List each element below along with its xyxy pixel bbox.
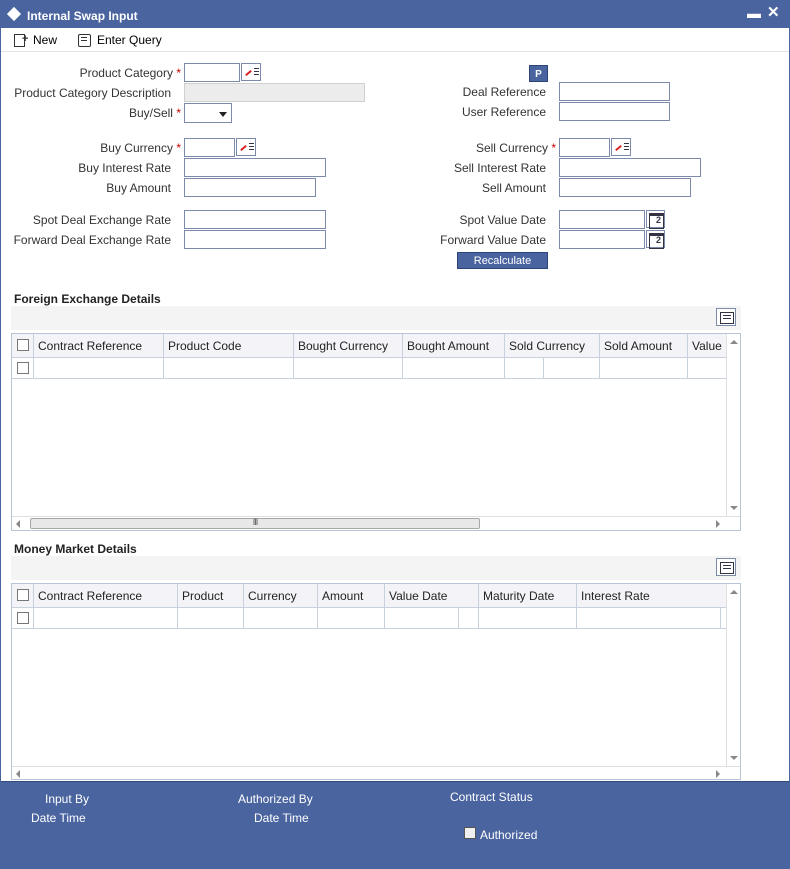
spot-deal-rate-label: Spot Deal Exchange Rate [32, 213, 171, 227]
scroll-right-icon[interactable] [716, 770, 720, 778]
forward-value-date-calendar-icon[interactable] [646, 230, 665, 248]
contract-status-label: Contract Status [450, 790, 533, 804]
new-document-icon [13, 33, 29, 47]
mm-section-title: Money Market Details [14, 542, 137, 556]
mm-col-product[interactable]: Product [178, 584, 244, 608]
fx-header-select-cell [12, 334, 34, 358]
toolbar [1, 28, 789, 52]
fx-grid [11, 333, 741, 531]
close-icon[interactable]: ✕ [767, 4, 780, 21]
recalculate-button[interactable]: Recalculate [457, 252, 548, 269]
fx-section-title: Foreign Exchange Details [14, 292, 161, 306]
fx-vertical-scrollbar[interactable] [726, 334, 740, 516]
buy-amount-input[interactable] [184, 178, 316, 197]
buy-sell-label: Buy/Sell * [128, 106, 181, 120]
mm-col-contract-reference[interactable]: Contract Reference [34, 584, 178, 608]
sell-interest-rate-input[interactable] [559, 158, 701, 177]
window-diamond-icon [7, 7, 21, 21]
window-title: Internal Swap Input [27, 9, 138, 23]
buy-currency-label: Buy Currency * [100, 141, 181, 155]
mm-col-interest-rate[interactable]: Interest Rate [581, 589, 650, 603]
fx-select-all-checkbox[interactable] [17, 339, 29, 351]
fx-grid-toolbar [11, 306, 741, 330]
scroll-right-icon[interactable] [716, 520, 720, 528]
buy-amount-label: Buy Amount [106, 181, 171, 195]
buy-interest-rate-input[interactable] [184, 158, 326, 177]
sell-amount-label: Sell Amount [481, 181, 546, 195]
spot-value-date-label: Spot Value Date [459, 213, 546, 227]
authorized-checkbox[interactable] [464, 827, 476, 839]
minimize-icon[interactable]: ▬ [747, 5, 761, 21]
forward-deal-rate-label: Forward Deal Exchange Rate [13, 233, 171, 247]
fx-grid-options-icon[interactable] [716, 308, 736, 326]
product-category-desc-field [184, 83, 365, 102]
p-button[interactable]: P [529, 65, 548, 82]
spot-value-date-calendar-icon[interactable] [646, 210, 665, 228]
scroll-left-icon[interactable] [16, 770, 20, 778]
sell-currency-input[interactable] [559, 138, 610, 157]
fx-col-value[interactable]: Value [692, 339, 722, 353]
table-row[interactable] [12, 358, 740, 379]
mm-select-all-checkbox[interactable] [17, 589, 29, 601]
scroll-down-icon[interactable] [730, 756, 738, 760]
forward-value-date-label: Forward Value Date [440, 233, 546, 247]
forward-value-date-input[interactable] [559, 230, 645, 249]
mm-col-maturity-date[interactable]: Maturity Date [479, 584, 577, 608]
product-category-lov-icon[interactable] [241, 63, 261, 81]
new-button[interactable] [13, 31, 57, 49]
mm-vertical-scrollbar[interactable] [726, 584, 740, 766]
mm-row-checkbox[interactable] [17, 612, 29, 624]
product-category-input[interactable] [184, 63, 240, 82]
buy-currency-lov-icon[interactable] [236, 138, 256, 156]
sell-amount-input[interactable] [559, 178, 691, 197]
table-row[interactable] [12, 608, 740, 629]
product-category-label: Product Category * [79, 66, 181, 80]
fx-col-bought-amount[interactable]: Bought Amount [403, 334, 505, 358]
fx-col-bought-currency[interactable]: Bought Currency [294, 334, 403, 358]
chevron-down-icon [219, 112, 227, 117]
date-time-label-1: Date Time [31, 811, 86, 825]
fx-grid-header [12, 334, 740, 358]
forward-deal-rate-input[interactable] [184, 230, 326, 249]
scroll-up-icon[interactable] [730, 590, 738, 594]
sell-interest-rate-label: Sell Interest Rate [453, 161, 546, 175]
mm-header-select-cell [12, 584, 34, 608]
query-icon [77, 33, 93, 47]
enter-query-button[interactable] [77, 31, 162, 49]
mm-col-currency[interactable]: Currency [244, 584, 318, 608]
new-button-label: New [33, 33, 58, 47]
spot-value-date-input[interactable] [559, 210, 645, 229]
scroll-up-icon[interactable] [730, 340, 738, 344]
mm-grid-header [12, 584, 740, 608]
fx-col-product-code[interactable]: Product Code [164, 334, 294, 358]
title-bar [1, 1, 789, 28]
sell-currency-label: Sell Currency * [475, 141, 556, 155]
mm-horizontal-scrollbar[interactable] [12, 766, 740, 780]
user-reference-label: User Reference [461, 105, 546, 119]
input-by-label: Input By [45, 792, 90, 806]
user-reference-input[interactable] [559, 102, 670, 121]
deal-reference-input[interactable] [559, 82, 670, 101]
sell-currency-lov-icon[interactable] [611, 138, 631, 156]
spot-deal-rate-input[interactable] [184, 210, 326, 229]
mm-grid-toolbar [11, 556, 741, 580]
mm-col-value-date[interactable]: Value Date [385, 584, 479, 608]
fx-row-checkbox[interactable] [17, 362, 29, 374]
mm-col-amount[interactable]: Amount [318, 584, 385, 608]
product-category-desc-label: Product Category Description [14, 86, 171, 100]
fx-col-sold-amount[interactable]: Sold Amount [600, 334, 688, 358]
buy-interest-rate-label: Buy Interest Rate [78, 161, 171, 175]
deal-reference-label: Deal Reference [462, 85, 546, 99]
fx-horizontal-scrollbar[interactable] [12, 516, 740, 530]
mm-grid [11, 583, 741, 780]
mm-grid-options-icon[interactable] [716, 558, 736, 576]
fx-col-sold-currency[interactable]: Sold Currency [505, 334, 600, 358]
authorized-label: Authorized [480, 828, 538, 842]
enter-query-label: Enter Query [97, 33, 162, 47]
buy-currency-input[interactable] [184, 138, 235, 157]
fx-scroll-thumb[interactable]: III [30, 518, 480, 529]
buy-sell-select[interactable] [184, 103, 232, 123]
scroll-down-icon[interactable] [730, 506, 738, 510]
scroll-left-icon[interactable] [16, 520, 20, 528]
authorized-by-label: Authorized By [238, 792, 313, 806]
date-time-label-2: Date Time [254, 811, 309, 825]
fx-col-contract-reference[interactable]: Contract Reference [34, 334, 164, 358]
audit-footer [1, 781, 789, 869]
